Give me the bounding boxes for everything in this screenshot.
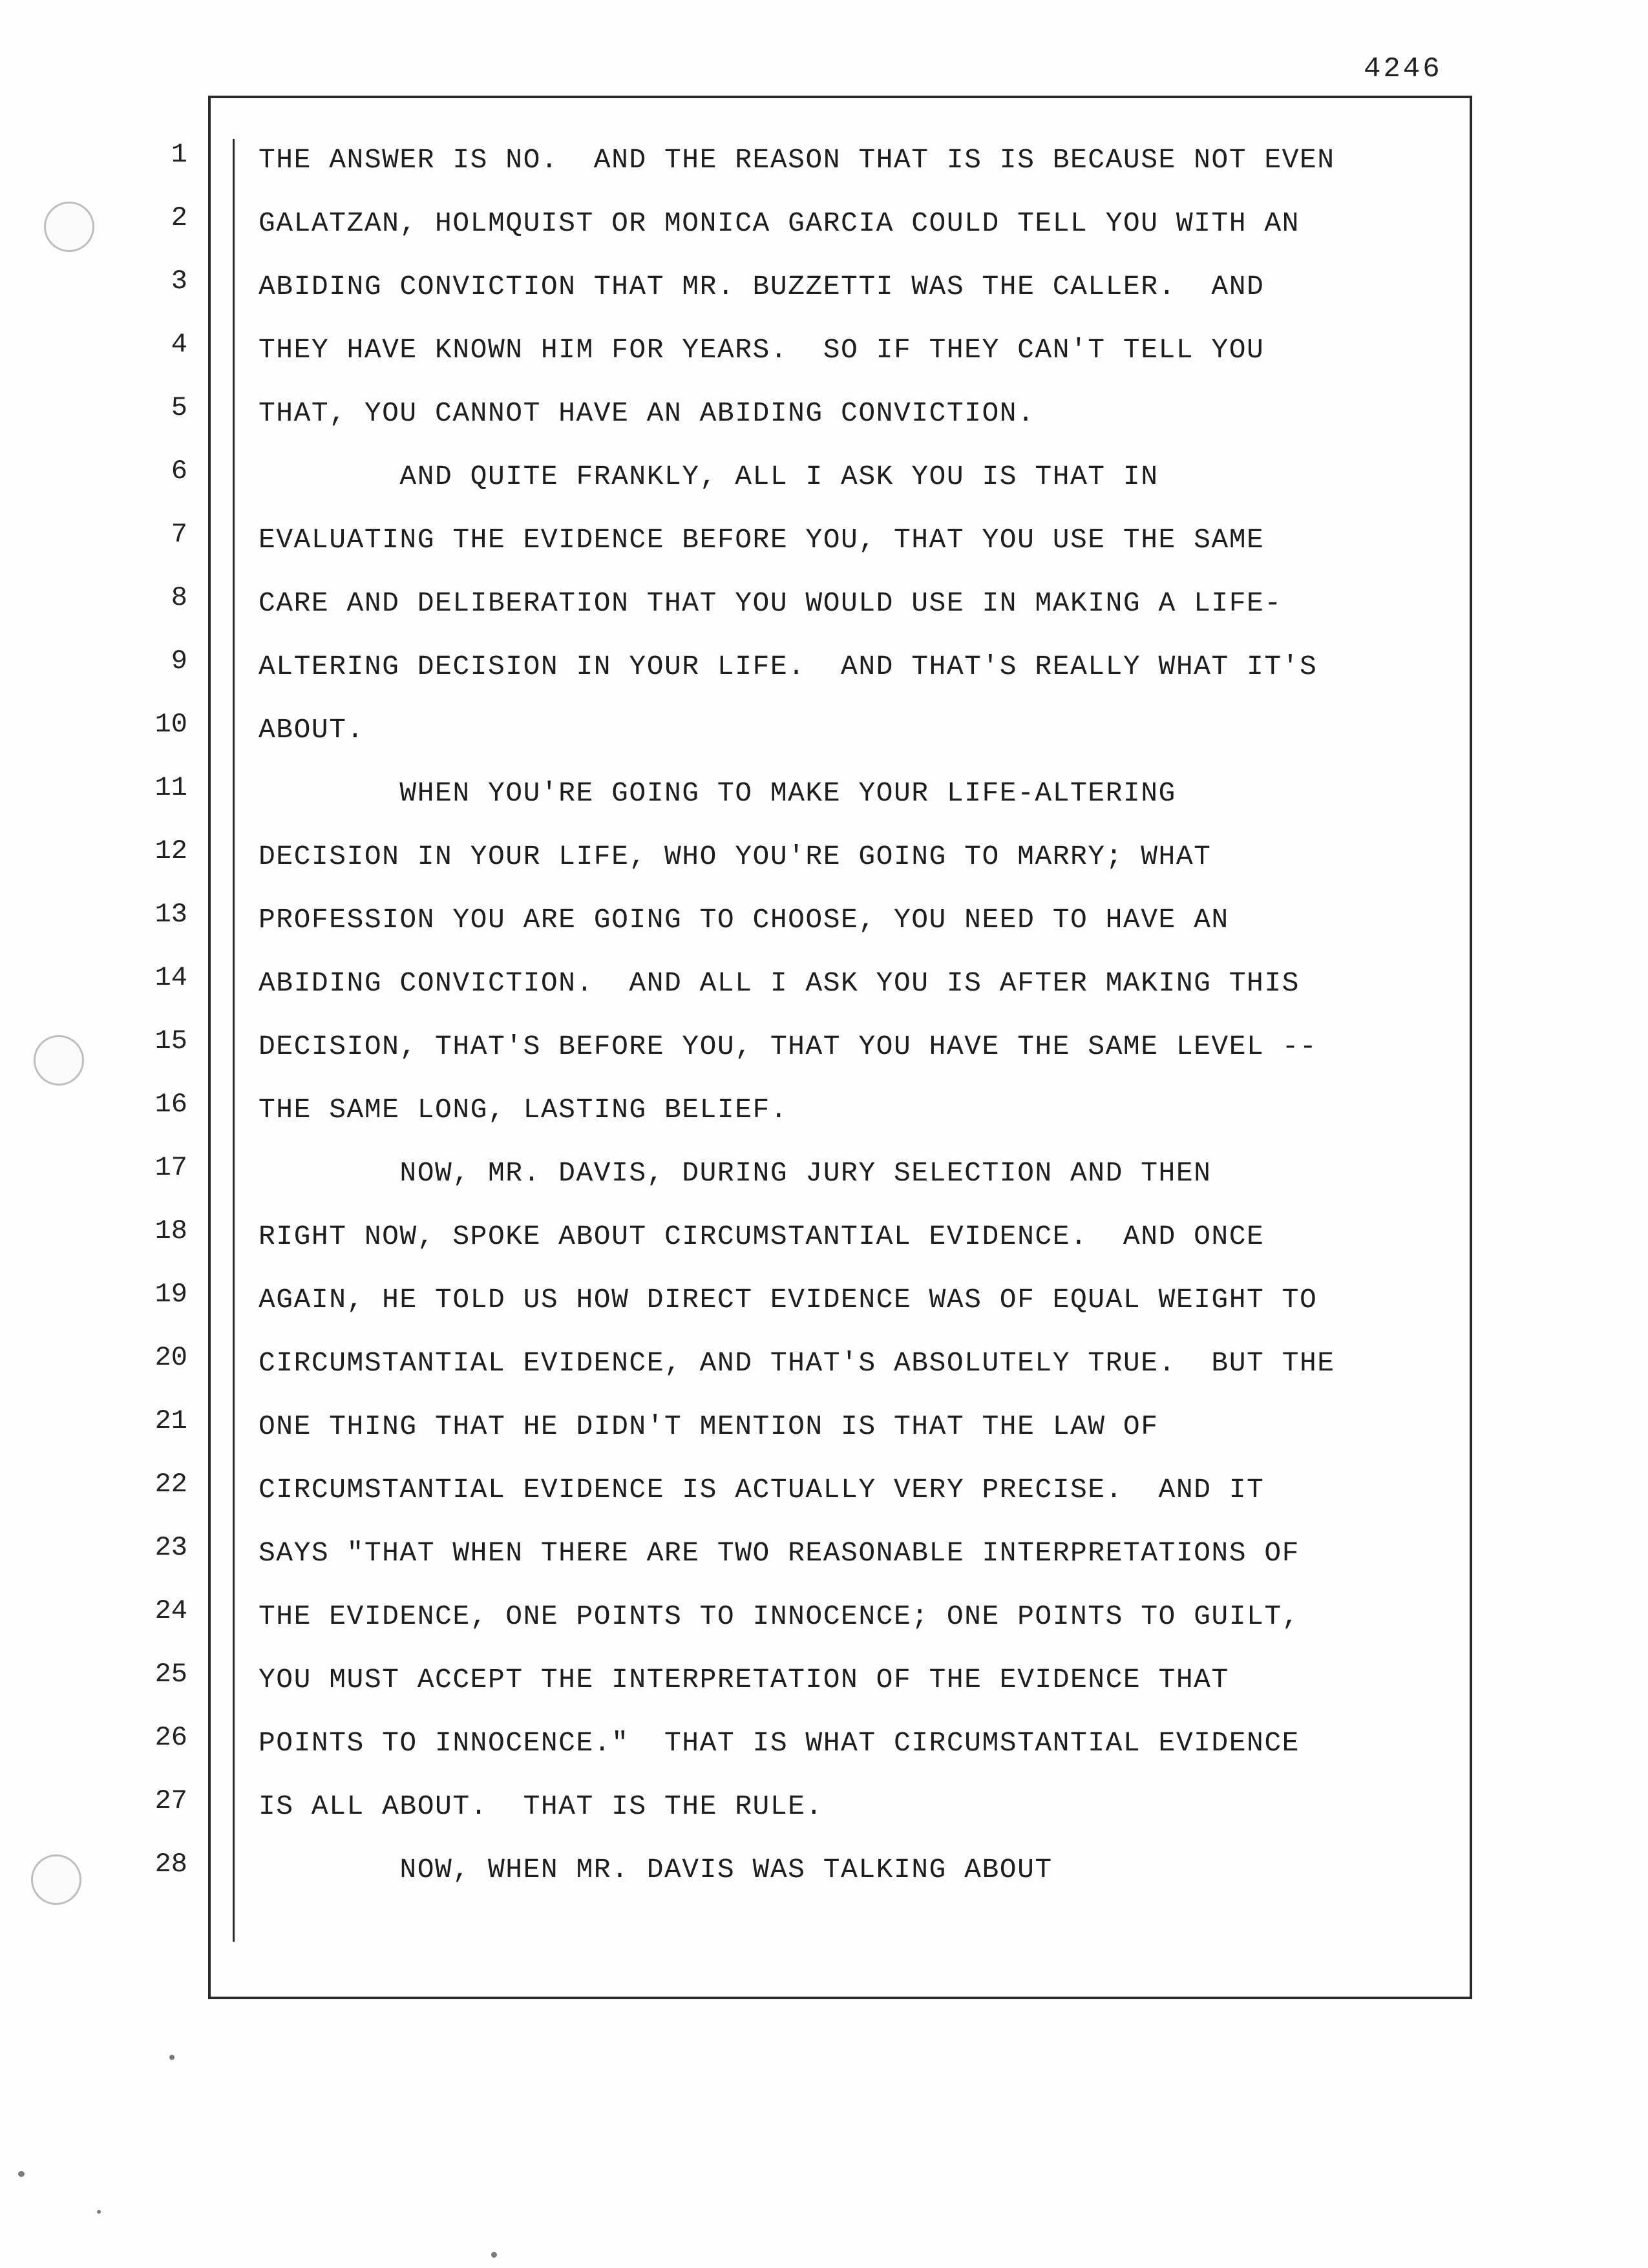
transcript-line: NOW, MR. DAVIS, DURING JURY SELECTION AND THEN [259, 1157, 1212, 1189]
line-number: 20 [154, 1342, 187, 1373]
transcript-line: THE SAME LONG, LASTING BELIEF. [259, 1094, 788, 1126]
line-number: 23 [154, 1532, 187, 1563]
line-number-rule [233, 139, 235, 1942]
transcript-line: WHEN YOU'RE GOING TO MAKE YOUR LIFE-ALTERING [259, 777, 1176, 809]
transcript-line: NOW, WHEN MR. DAVIS WAS TALKING ABOUT [259, 1854, 1053, 1885]
transcript-line: DECISION IN YOUR LIFE, WHO YOU'RE GOING TO MARRY; WHAT [259, 841, 1212, 872]
transcript-line: THEY HAVE KNOWN HIM FOR YEARS. SO IF THEY CAN'T TELL YOU [259, 334, 1265, 366]
transcript-line: GALATZAN, HOLMQUIST OR MONICA GARCIA COULD TELL YOU WITH AN [259, 207, 1300, 239]
page-number: 4246 [1364, 53, 1442, 85]
punch-hole-bottom [31, 1854, 81, 1905]
transcript-line: ALTERING DECISION IN YOUR LIFE. AND THAT'S REALLY WHAT IT'S [259, 651, 1318, 682]
line-number: 15 [154, 1025, 187, 1056]
transcript-line: DECISION, THAT'S BEFORE YOU, THAT YOU HAVE THE SAME LEVEL -- [259, 1031, 1318, 1062]
line-number: 12 [154, 835, 187, 866]
line-number: 17 [154, 1152, 187, 1183]
transcript-line: CIRCUMSTANTIAL EVIDENCE IS ACTUALLY VERY PRECISE. AND IT [259, 1474, 1265, 1506]
line-number: 4 [171, 329, 187, 360]
punch-hole-top [44, 202, 94, 252]
line-number: 6 [171, 456, 187, 487]
transcript-line: THE ANSWER IS NO. AND THE REASON THAT IS IS BECAUSE NOT EVEN [259, 144, 1335, 176]
transcript-line: AGAIN, HE TOLD US HOW DIRECT EVIDENCE WAS OF EQUAL WEIGHT TO [259, 1284, 1318, 1316]
transcript-line: ONE THING THAT HE DIDN'T MENTION IS THAT THE LAW OF [259, 1411, 1159, 1442]
line-number: 26 [154, 1722, 187, 1753]
transcript-line: AND QUITE FRANKLY, ALL I ASK YOU IS THAT IN [259, 461, 1159, 492]
transcript-line: YOU MUST ACCEPT THE INTERPRETATION OF THE EVIDENCE THAT [259, 1664, 1229, 1696]
line-number: 22 [154, 1469, 187, 1500]
line-number: 24 [154, 1595, 187, 1626]
line-number: 11 [154, 772, 187, 803]
line-number: 9 [171, 646, 187, 677]
transcript-line: POINTS TO INNOCENCE." THAT IS WHAT CIRCUMSTANTIAL EVIDENCE [259, 1727, 1300, 1759]
line-number: 1 [171, 139, 187, 170]
punch-hole-middle [34, 1035, 84, 1086]
line-number: 28 [154, 1849, 187, 1880]
transcript-line: ABIDING CONVICTION. AND ALL I ASK YOU IS AFTER MAKING THIS [259, 967, 1300, 999]
transcript-line: SAYS "THAT WHEN THERE ARE TWO REASONABLE INTERPRETATIONS OF [259, 1537, 1300, 1569]
line-number: 3 [171, 266, 187, 297]
scan-speck [491, 2252, 497, 2258]
scan-speck [97, 2210, 101, 2214]
line-number: 16 [154, 1089, 187, 1120]
line-number: 19 [154, 1279, 187, 1310]
line-number: 14 [154, 962, 187, 993]
transcript-line: CIRCUMSTANTIAL EVIDENCE, AND THAT'S ABSOLUTELY TRUE. BUT THE [259, 1347, 1335, 1379]
line-number: 10 [154, 709, 187, 740]
transcript-line: THE EVIDENCE, ONE POINTS TO INNOCENCE; ONE POINTS TO GUILT, [259, 1601, 1300, 1632]
transcript-line: CARE AND DELIBERATION THAT YOU WOULD USE IN MAKING A LIFE- [259, 587, 1282, 619]
transcript-line: ABIDING CONVICTION THAT MR. BUZZETTI WAS THE CALLER. AND [259, 271, 1265, 302]
scan-speck [18, 2171, 25, 2177]
line-number: 5 [171, 392, 187, 423]
line-number: 13 [154, 899, 187, 930]
line-number: 27 [154, 1785, 187, 1816]
transcript-line: RIGHT NOW, SPOKE ABOUT CIRCUMSTANTIAL EVIDENCE. AND ONCE [259, 1221, 1265, 1252]
line-number: 7 [171, 519, 187, 550]
line-number: 25 [154, 1659, 187, 1690]
line-number: 8 [171, 582, 187, 613]
transcript-line: IS ALL ABOUT. THAT IS THE RULE. [259, 1790, 823, 1822]
transcript-line: PROFESSION YOU ARE GOING TO CHOOSE, YOU NEED TO HAVE AN [259, 904, 1229, 936]
scan-speck [169, 2055, 174, 2060]
line-number: 21 [154, 1405, 187, 1436]
line-number: 18 [154, 1215, 187, 1246]
transcript-line: THAT, YOU CANNOT HAVE AN ABIDING CONVICTION. [259, 397, 1035, 429]
line-number: 2 [171, 202, 187, 233]
transcript-line: EVALUATING THE EVIDENCE BEFORE YOU, THAT YOU USE THE SAME [259, 524, 1265, 556]
transcript-line: ABOUT. [259, 714, 364, 746]
